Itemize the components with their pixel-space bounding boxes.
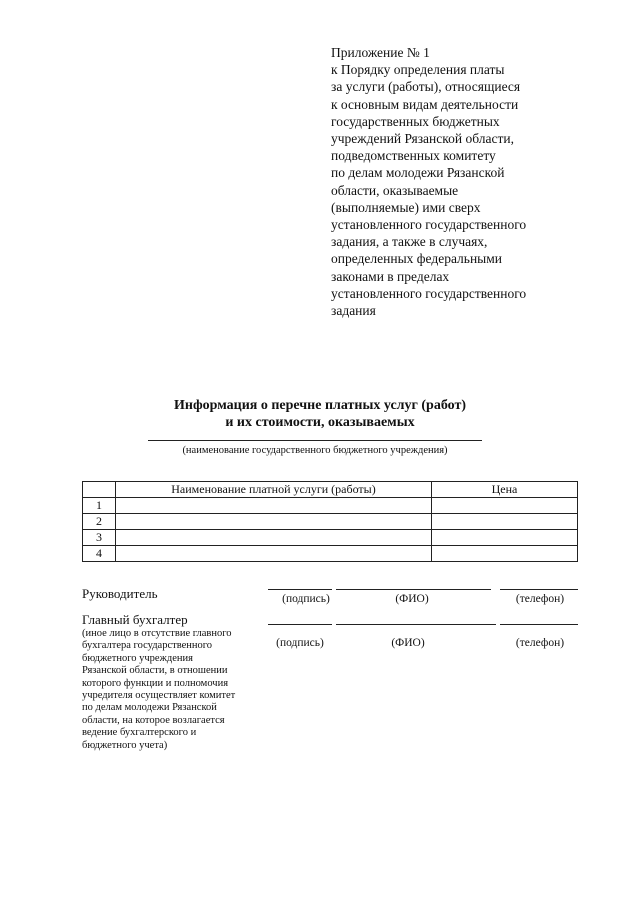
- service-name-cell: [116, 530, 432, 546]
- price-cell: [432, 530, 578, 546]
- head-phone-line: [500, 589, 578, 590]
- appendix-line: к основным видам деятельности: [331, 96, 519, 112]
- head-phone-caption: (телефон): [515, 593, 565, 605]
- appendix-line: (выполняемые) ими сверх: [331, 199, 481, 215]
- note-line: бюджетного учета): [82, 739, 168, 751]
- note-line: Рязанской области, в отношении: [82, 665, 228, 677]
- document-title-line1: Информация о перечне платных услуг (работ): [173, 398, 467, 413]
- service-name-cell: [116, 498, 432, 514]
- head-name-caption: (ФИО): [395, 593, 429, 605]
- document-title-line2: и их стоимости, оказываемых: [225, 415, 415, 430]
- note-line: ведение бухгалтерского и: [82, 727, 197, 739]
- institution-name-line: [148, 440, 482, 441]
- accountant-phone-caption: (телефон): [515, 637, 565, 649]
- appendix-line: задания, а также в случаях,: [331, 234, 488, 250]
- row-number: 1: [83, 498, 116, 514]
- appendix-line: установленного государственного: [331, 217, 527, 233]
- row-number: 2: [83, 514, 116, 530]
- institution-caption: (наименование государственного бюджетного учреждения): [182, 445, 448, 456]
- appendix-line: Приложение № 1: [331, 45, 430, 60]
- note-line: области, на которое возлагается: [82, 714, 225, 726]
- table-header-num: [83, 482, 116, 498]
- appendix-line: к Порядку определения платы: [331, 62, 505, 78]
- accountant-signature-caption: (подпись): [276, 637, 324, 649]
- accountant-phone-line: [500, 624, 578, 625]
- accountant-name-caption: (ФИО): [391, 637, 425, 649]
- head-signature-caption: (подпись): [282, 593, 330, 605]
- accountant-name-line: [336, 624, 496, 625]
- note-line: учредителя осуществляет комитет: [82, 690, 236, 702]
- appendix-line: учреждений Рязанской области,: [331, 131, 514, 147]
- table-header-service: Наименование платной услуги (работы): [116, 482, 432, 498]
- table-row: [83, 546, 578, 562]
- appendix-line: по делам молодежи Рязанской: [331, 165, 505, 181]
- appendix-line: законами в пределах: [331, 268, 450, 284]
- appendix-line: подведомственных комитету: [331, 148, 496, 164]
- appendix-line: государственных бюджетных: [331, 113, 500, 129]
- table-row: [83, 498, 578, 514]
- appendix-line: определенных федеральными: [331, 251, 503, 267]
- appendix-line: установленного государственного: [331, 285, 527, 301]
- appendix-header: [331, 44, 631, 319]
- note-line: (иное лицо в отсутствие главного: [82, 628, 232, 639]
- appendix-line: области, оказываемые: [331, 182, 459, 198]
- note-line: бухгалтера государственного: [82, 640, 213, 652]
- note-line: которого функции и полномочия: [82, 677, 229, 689]
- document-title: [100, 397, 540, 431]
- accountant-note: [82, 628, 262, 752]
- price-cell: [432, 498, 578, 514]
- service-name-cell: [116, 514, 432, 530]
- table-header-row: [83, 482, 578, 498]
- accountant-role-label: Главный бухгалтер: [82, 612, 188, 627]
- note-line: бюджетного учреждения: [82, 652, 193, 664]
- row-number: 3: [83, 530, 116, 546]
- row-number: 4: [83, 546, 116, 562]
- service-name-cell: [116, 546, 432, 562]
- appendix-line: за услуги (работы), относящиеся: [331, 79, 521, 95]
- head-role-label: Руководитель: [82, 586, 158, 601]
- table-row: [83, 530, 578, 546]
- table-row: [83, 514, 578, 530]
- services-table: [82, 481, 578, 562]
- accountant-signature-line: [268, 624, 332, 625]
- appendix-line: задания: [331, 303, 376, 319]
- table-header-price: Цена: [432, 482, 578, 498]
- head-name-line: [336, 589, 491, 590]
- price-cell: [432, 514, 578, 530]
- note-line: по делам молодежи Рязанской: [82, 702, 217, 714]
- price-cell: [432, 546, 578, 562]
- head-signature-line: [268, 589, 332, 590]
